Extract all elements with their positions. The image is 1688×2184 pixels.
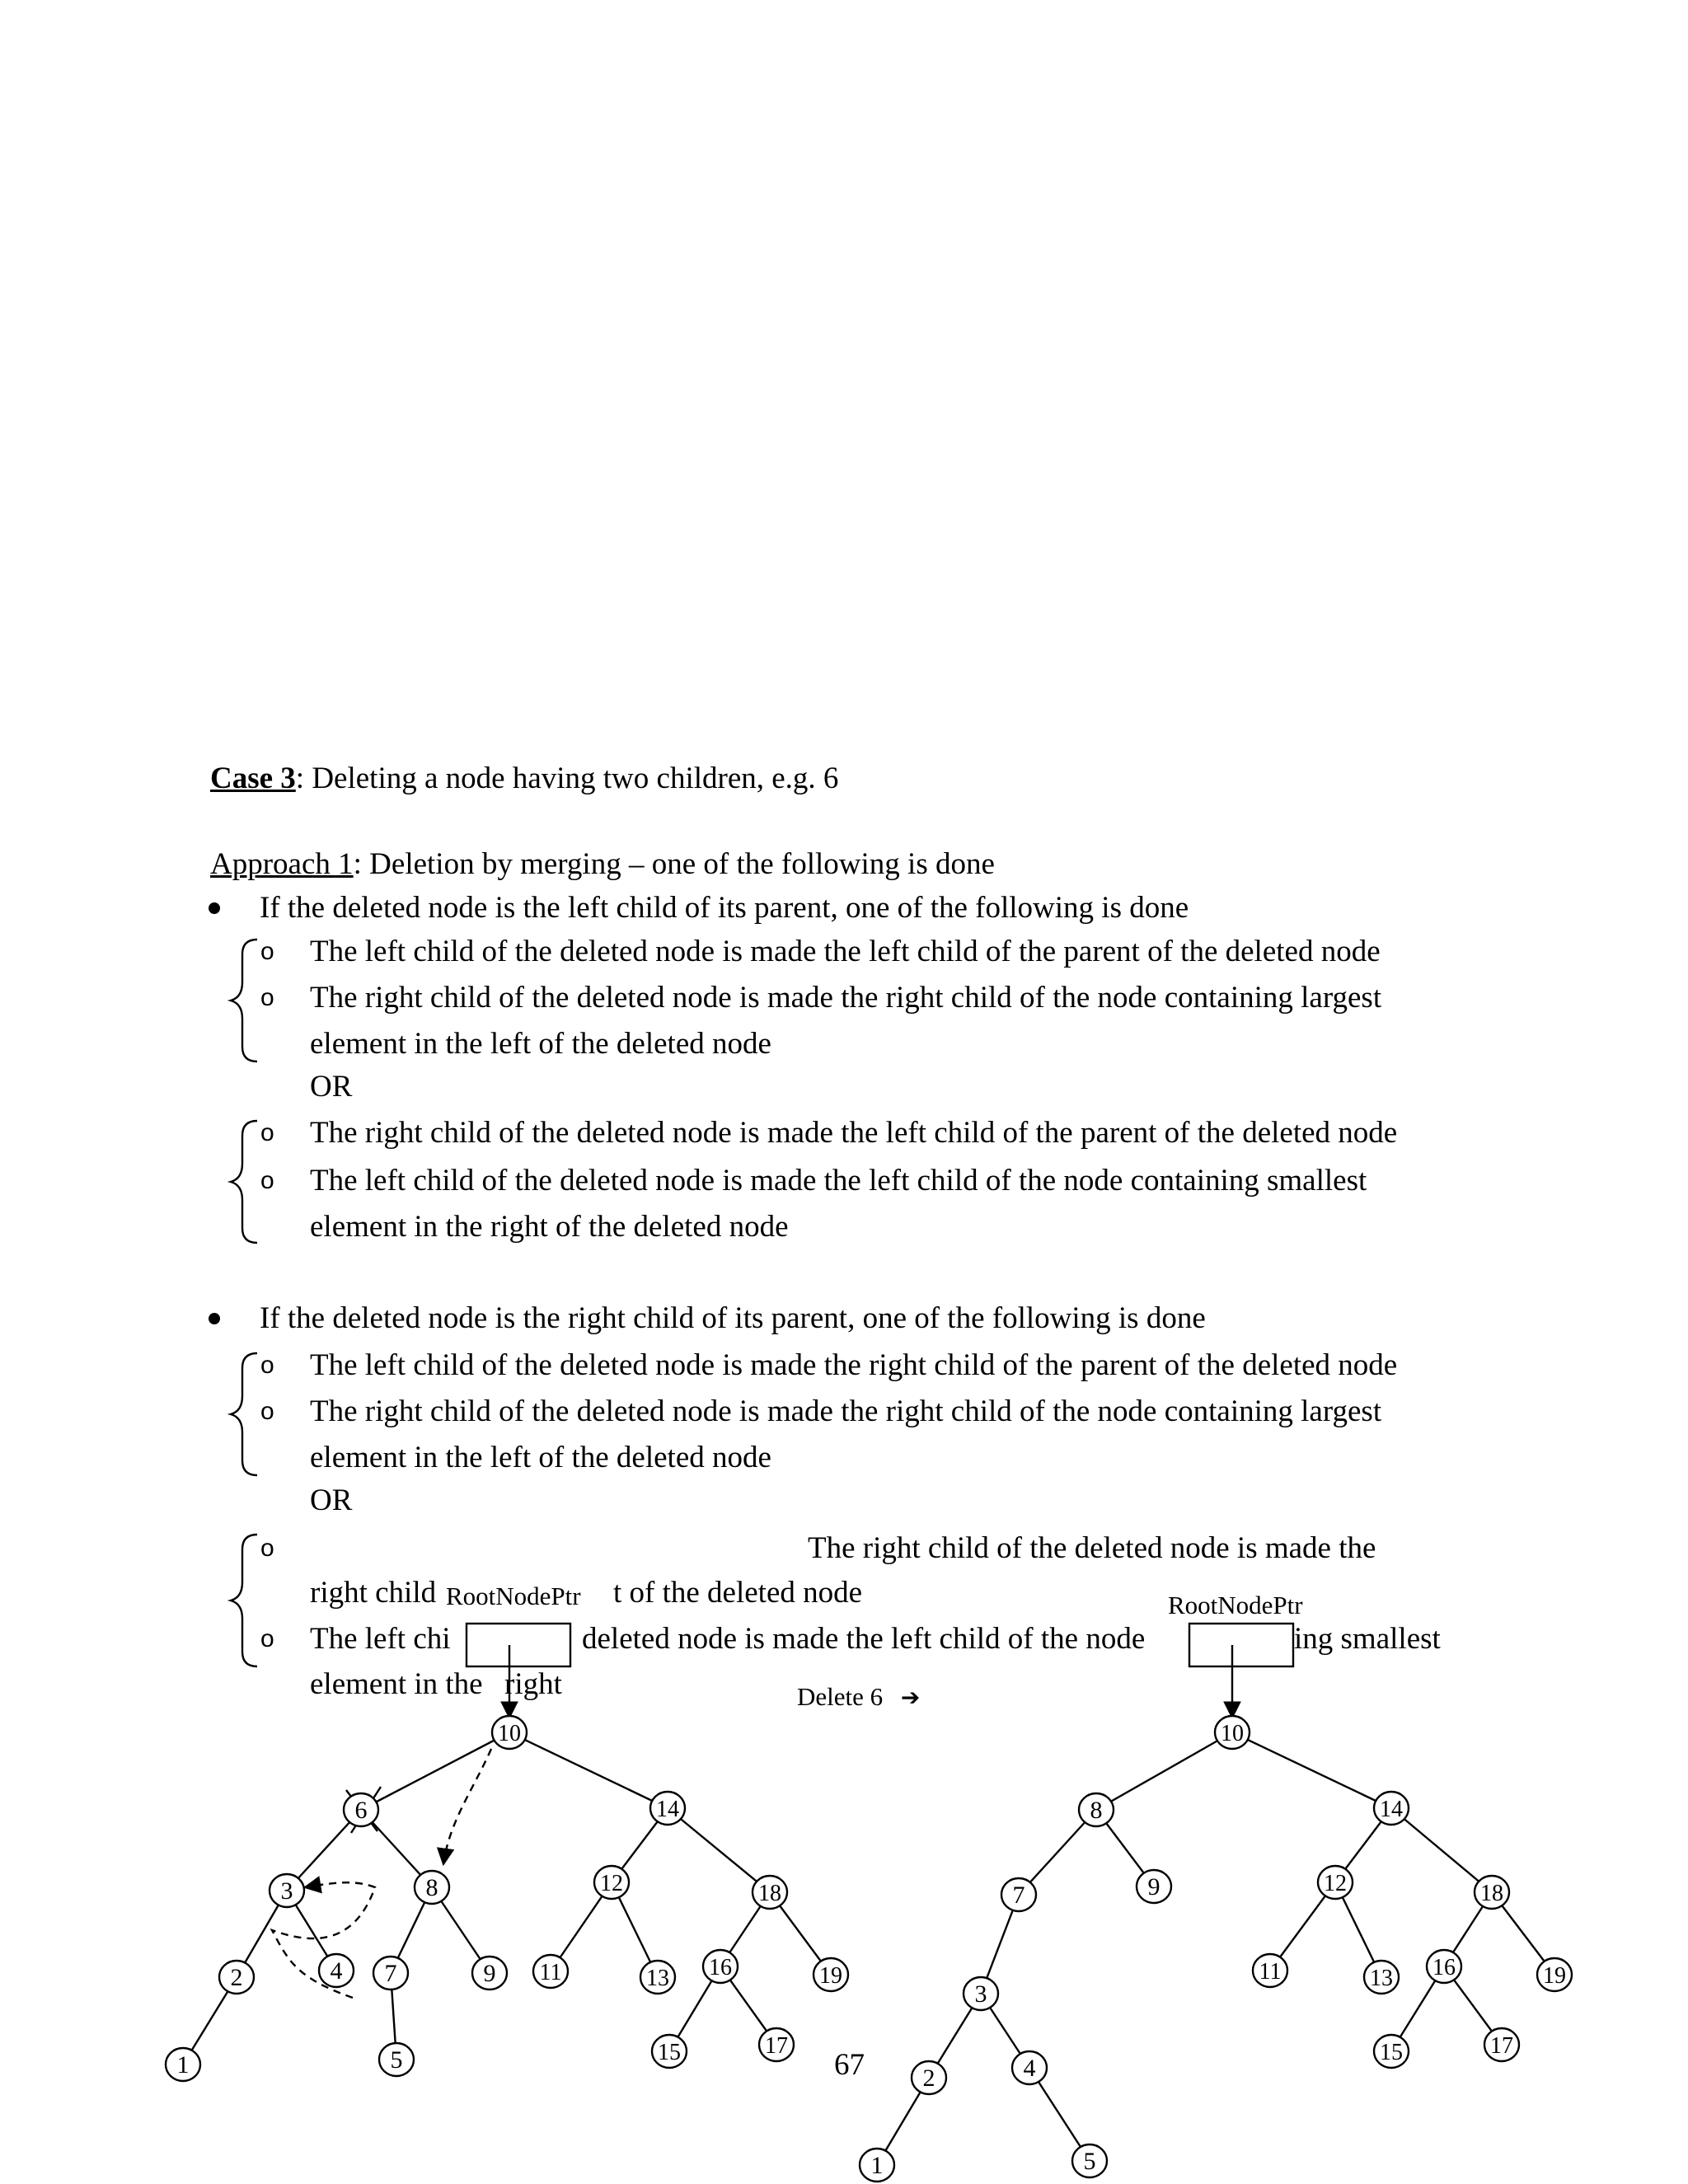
- right-tree-node-label: 7: [1012, 1882, 1025, 1909]
- section-right-bullet: If the deleted node is the right child of its parent, one of the following is done: [260, 1301, 1206, 1335]
- section-right-b2-frag3: ing smallest: [1294, 1622, 1441, 1656]
- section-right-a2-line1: The right child of the deleted node is made the right child of the node containing largest: [310, 1394, 1382, 1428]
- left-tree-node-label: 6: [354, 1797, 368, 1824]
- right-tree-nodes: [860, 1716, 1572, 2182]
- sub-bullet-marker: o: [260, 1398, 274, 1425]
- sub-bullet-marker: o: [260, 1535, 274, 1562]
- right-tree-node-label: 15: [1380, 2040, 1403, 2065]
- page-number: 67: [834, 2048, 865, 2082]
- right-tree-node-label: 5: [1083, 2148, 1096, 2175]
- section-right-b2-frag5: right: [504, 1667, 562, 1701]
- left-tree-node-label: 15: [658, 2040, 681, 2065]
- left-tree-node-label: 17: [765, 2033, 788, 2059]
- bracket: [231, 1535, 257, 1666]
- left-tree-node-label: 7: [384, 1960, 397, 1987]
- case3-text: : Deleting a node having two children, e.g. 6: [295, 762, 839, 795]
- section-right-a1: The left child of the deleted node is made the right child of the parent of the deleted node: [310, 1348, 1398, 1382]
- left-tree-node-label: 16: [709, 1955, 732, 1980]
- left-tree-node-label: 12: [600, 1871, 623, 1896]
- approach1-text: : Deletion by merging – one of the following is done: [353, 847, 995, 881]
- bracket: [231, 1121, 257, 1243]
- left-tree-node-label: 3: [280, 1877, 293, 1905]
- section-right-b1-frag1: The right child of the deleted node is made the: [808, 1531, 1376, 1565]
- section-right-b1-frag2b: t of the deleted node: [613, 1576, 863, 1610]
- bracket: [231, 940, 257, 1062]
- section-left-b2-line1: The left child of the deleted node is made the left child of the node containing smallest: [310, 1164, 1367, 1197]
- case3-label: Case 3: [210, 762, 296, 795]
- root-pointer-box: [1189, 1624, 1293, 1666]
- left-tree-node-label: 18: [758, 1881, 781, 1906]
- left-tree-node-label: 2: [230, 1964, 243, 1991]
- right-arrow-icon: ➔: [900, 1684, 921, 1711]
- right-tree-node-label: 4: [1023, 2055, 1036, 2082]
- right-tree-node-label: 1: [870, 2152, 884, 2179]
- section-left-a1: The left child of the deleted node is made the left child of the parent of the deleted node: [310, 935, 1381, 968]
- root-pointer-label-left: RootNodePtr: [446, 1582, 581, 1610]
- sub-bullet-marker: o: [260, 1352, 274, 1379]
- section-left-or: OR: [310, 1070, 353, 1104]
- section-left-a2-line2: element in the left of the deleted node: [310, 1027, 771, 1061]
- section-left-b2-line2: element in the right of the deleted node: [310, 1210, 789, 1244]
- left-tree-node-label: 1: [176, 2051, 190, 2079]
- section-right-a2-line2: element in the left of the deleted node: [310, 1441, 771, 1474]
- section-left-a2-line1: The right child of the deleted node is made the right child of the node containing largest: [310, 981, 1382, 1015]
- right-tree-node-label: 17: [1490, 2033, 1513, 2059]
- left-tree-node-label: 13: [646, 1966, 669, 1991]
- right-tree-node-label: 19: [1543, 1963, 1566, 1989]
- sub-bullet-marker: o: [260, 984, 274, 1011]
- right-tree-node-label: 2: [922, 2064, 935, 2092]
- right-tree-node-label: 9: [1147, 1873, 1160, 1900]
- merge-arrow: [443, 1749, 491, 1864]
- bracket: [231, 1353, 257, 1475]
- section-right-b1-frag2a: right child: [310, 1576, 437, 1610]
- left-tree-node-label: 14: [656, 1797, 679, 1822]
- sub-bullet-marker: o: [260, 938, 274, 965]
- sub-bullet-marker: o: [260, 1167, 274, 1194]
- right-tree-node-label: 16: [1432, 1955, 1456, 1980]
- right-tree-node-label: 11: [1259, 1959, 1282, 1985]
- approach1-label: Approach 1: [210, 847, 354, 881]
- root-pointer-box: [467, 1624, 570, 1666]
- left-tree-node-label: 8: [425, 1874, 438, 1901]
- delete-action-text: Delete 6: [797, 1682, 884, 1711]
- left-tree-node-label: 4: [330, 1957, 343, 1985]
- section-right-b2-frag4: element in the: [310, 1667, 483, 1701]
- section-left-bullet: If the deleted node is the left child of its parent, one of the following is done: [260, 891, 1189, 925]
- right-tree-node-label: 14: [1380, 1797, 1403, 1822]
- section-right-b2-frag1: The left chi: [310, 1622, 451, 1656]
- right-tree-node-label: 12: [1324, 1871, 1347, 1896]
- right-tree-node-label: 10: [1221, 1721, 1244, 1746]
- left-tree-node-label: 19: [819, 1963, 842, 1989]
- left-tree-node-label: 5: [390, 2046, 403, 2074]
- section-left-b1: The right child of the deleted node is made the left child of the parent of the deleted node: [310, 1116, 1398, 1150]
- sub-bullet-marker: o: [260, 1119, 274, 1146]
- left-tree-node-label: 10: [498, 1721, 521, 1746]
- left-tree-nodes: [166, 1716, 848, 2081]
- right-tree-node-label: 13: [1370, 1966, 1393, 1991]
- right-tree-edges: [877, 1732, 1554, 2165]
- left-tree-node-label: 11: [539, 1960, 562, 1985]
- section-right-b2-frag2: deleted node is made the left child of the node: [582, 1622, 1146, 1656]
- right-tree-node-label: 8: [1090, 1797, 1103, 1824]
- right-tree-node-label: 18: [1480, 1881, 1503, 1906]
- right-tree-node-label: 3: [974, 1980, 987, 2008]
- left-tree-node-label: 9: [483, 1960, 496, 1987]
- sub-bullet-marker: o: [260, 1625, 274, 1652]
- section-right-or: OR: [310, 1483, 353, 1517]
- root-pointer-label-right: RootNodePtr: [1168, 1591, 1303, 1619]
